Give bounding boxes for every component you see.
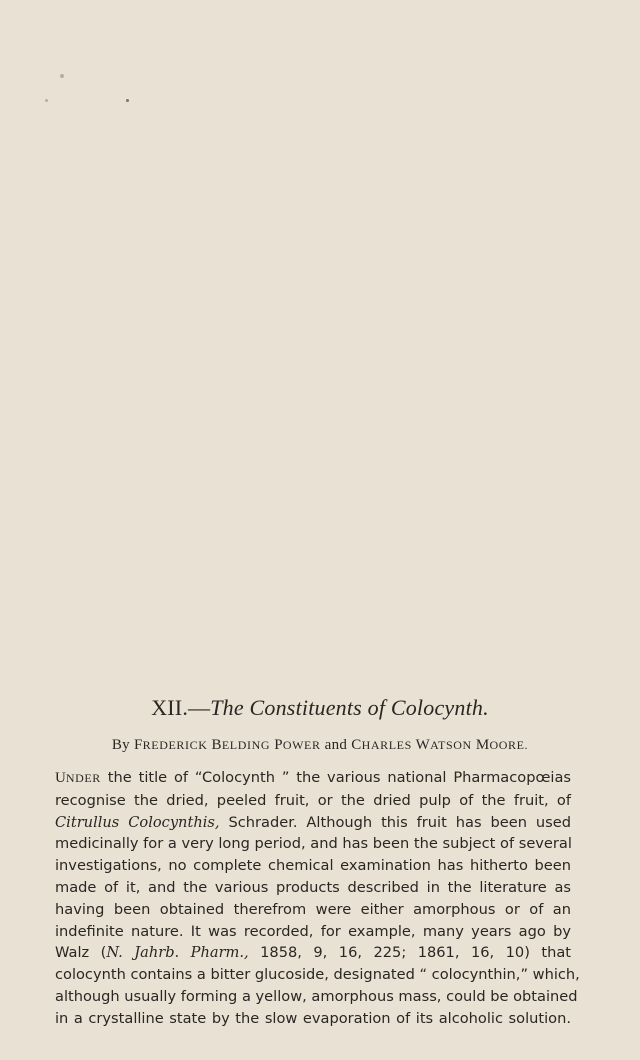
drop-word: UNDER [55,770,101,786]
body-paragraph [55,767,580,1030]
text-run: recognise the dried, peeled fruit, or the dried pulp of the fruit, of [55,791,571,809]
text-run: investigations, no complete chemical examination has hitherto been [55,857,571,875]
text-line [55,855,571,877]
author-1: FREDERICK BELDING POWER [134,737,321,753]
title-number: XII. [151,695,189,720]
text-line [55,942,571,964]
text-run: indefinite nature. It was recorded, for example, many years ago by [55,922,571,940]
text-run: made of it, and the various products described in the literature as [55,878,571,896]
text-line [55,899,571,921]
text-run: the title of “Colocynth ” the various national Pharmacopœias [100,769,571,786]
byline-and: and [324,737,348,753]
byline [0,737,640,754]
text-line [55,812,571,834]
paper-speck [126,99,129,102]
title-text: The Constituents of Colocynth. [210,695,489,720]
text-run: in a crystalline state by the slow evaporation of its alcoholic solution. [55,1009,571,1027]
text-line [55,986,578,1008]
title-dash: — [188,695,211,720]
text-line [55,1008,571,1030]
paper-speck [45,99,48,102]
text-run: although usually forming a yellow, amorphous mass, could be obtained [55,987,578,1005]
text-line [55,921,571,943]
text-run: Walz ( [55,944,107,962]
italic-text: Citrullus Colocynthis, [55,813,220,831]
text-line [55,767,571,790]
text-run: colocynth contains a bitter glucoside, designated “ colocynthin,” which, [55,966,580,984]
text-line [55,877,571,899]
byline-prefix: By [111,737,130,753]
text-line [55,833,571,855]
text-line [55,964,580,986]
text-run: having been obtained therefrom were either amorphous or of an [55,900,571,918]
text-line [55,790,571,812]
article-title [0,695,640,721]
text-run: 1858, 9, 16, 225; 1861, 16, 10) that [248,944,572,962]
text-run: medicinally for a very long period, and has been the subject of several [55,835,572,853]
author-2: CHARLES WATSON MOORE. [351,737,529,753]
paper-speck [60,74,64,78]
italic-text: N. Jahrb. Pharm., [106,944,249,962]
text-run: Schrader. Although this fruit has been used [219,813,571,831]
